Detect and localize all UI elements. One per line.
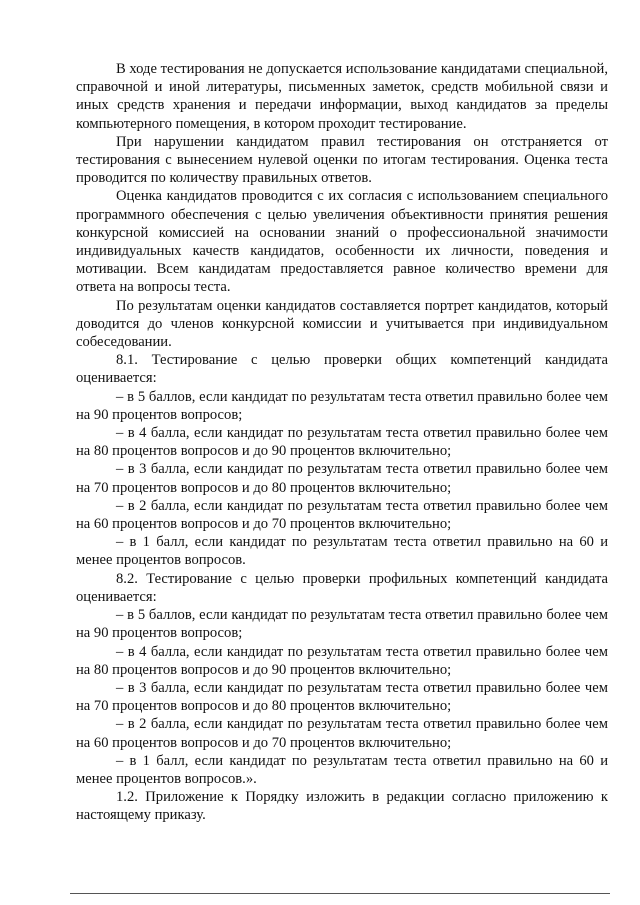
list-item-8-1-score-4: – в 4 балла, если кандидат по результатам теста ответил правильно более чем на 80 процентов вопросов и до 90 процентов включительно; bbox=[76, 425, 608, 460]
paragraph-testing-prohibitions: В ходе тестирования не допускается использование кандидатами специальной, справочной и иной литературы, письменных заметок, средств мобильной связи и иных средств хранения и передачи информации, выход кандидатов за пределы компьютерного помещения, в котором проходит тестирование. bbox=[76, 61, 608, 132]
document-body bbox=[76, 60, 608, 825]
paragraph-candidate-portrait: По результатам оценки кандидатов составляется портрет кандидатов, который доводится до членов конкурсной комиссии и учитывается при индивидуальном собеседовании. bbox=[76, 297, 608, 351]
list-item-8-1-score-2: – в 2 балла, если кандидат по результатам теста ответил правильно более чем на 60 процентов вопросов и до 70 процентов включительно; bbox=[76, 497, 608, 533]
list-item-8-2-score-2: – в 2 балла, если кандидат по результатам теста ответил правильно более чем на 60 процентов вопросов и до 70 процентов включительно; bbox=[76, 716, 608, 751]
section-8-2-heading: 8.2. Тестирование с целью проверки профильных компетенций кандидата оценивается: bbox=[76, 570, 608, 605]
list-item-8-2-score-4: – в 4 балла, если кандидат по результатам теста ответил правильно более чем на 80 процентов вопросов и до 90 процентов включительно; bbox=[76, 643, 608, 678]
list-item-8-2-score-5: – в 5 баллов, если кандидат по результатам теста ответил правильно более чем на 90 процентов вопросов; bbox=[76, 607, 608, 642]
section-1-2-appendix: 1.2. Приложение к Порядку изложить в редакции согласно приложению к настоящему приказу. bbox=[76, 789, 608, 824]
paragraph-candidate-assessment: Оценка кандидатов проводится с их согласия с использованием специального программного обеспечения с целью увеличения объективности принятия решения конкурсной комиссией на основании знаний о профессиональной значимости индивидуальных качеств кандидатов, особенности их личности, поведения и мотивации. Всем кандидатам предоставляется равное количество времени для ответа на вопросы теста. bbox=[76, 188, 608, 296]
list-item-8-2-score-3: – в 3 балла, если кандидат по результатам теста ответил правильно более чем на 70 процентов вопросов и до 80 процентов включительно; bbox=[76, 679, 608, 715]
list-item-8-1-score-5: – в 5 баллов, если кандидат по результатам теста ответил правильно более чем на 90 процентов вопросов; bbox=[76, 388, 608, 423]
list-item-8-1-score-3: – в 3 балла, если кандидат по результатам теста ответил правильно более чем на 70 процентов вопросов и до 80 процентов включительно; bbox=[76, 461, 608, 496]
footer-divider bbox=[70, 893, 610, 894]
list-item-8-1-score-1: – в 1 балл, если кандидат по результатам теста ответил правильно на 60 и менее процентов вопросов. bbox=[76, 534, 608, 569]
paragraph-rule-violation: При нарушении кандидатом правил тестирования он отстраняется от тестирования с вынесением нулевой оценки по итогам тестирования. Оценка теста проводится по количеству правильных ответов. bbox=[76, 133, 608, 187]
list-item-8-2-score-1: – в 1 балл, если кандидат по результатам теста ответил правильно на 60 и менее процентов вопросов.». bbox=[76, 752, 608, 787]
section-8-1-heading: 8.1. Тестирование с целью проверки общих компетенций кандидата оценивается: bbox=[76, 352, 608, 387]
